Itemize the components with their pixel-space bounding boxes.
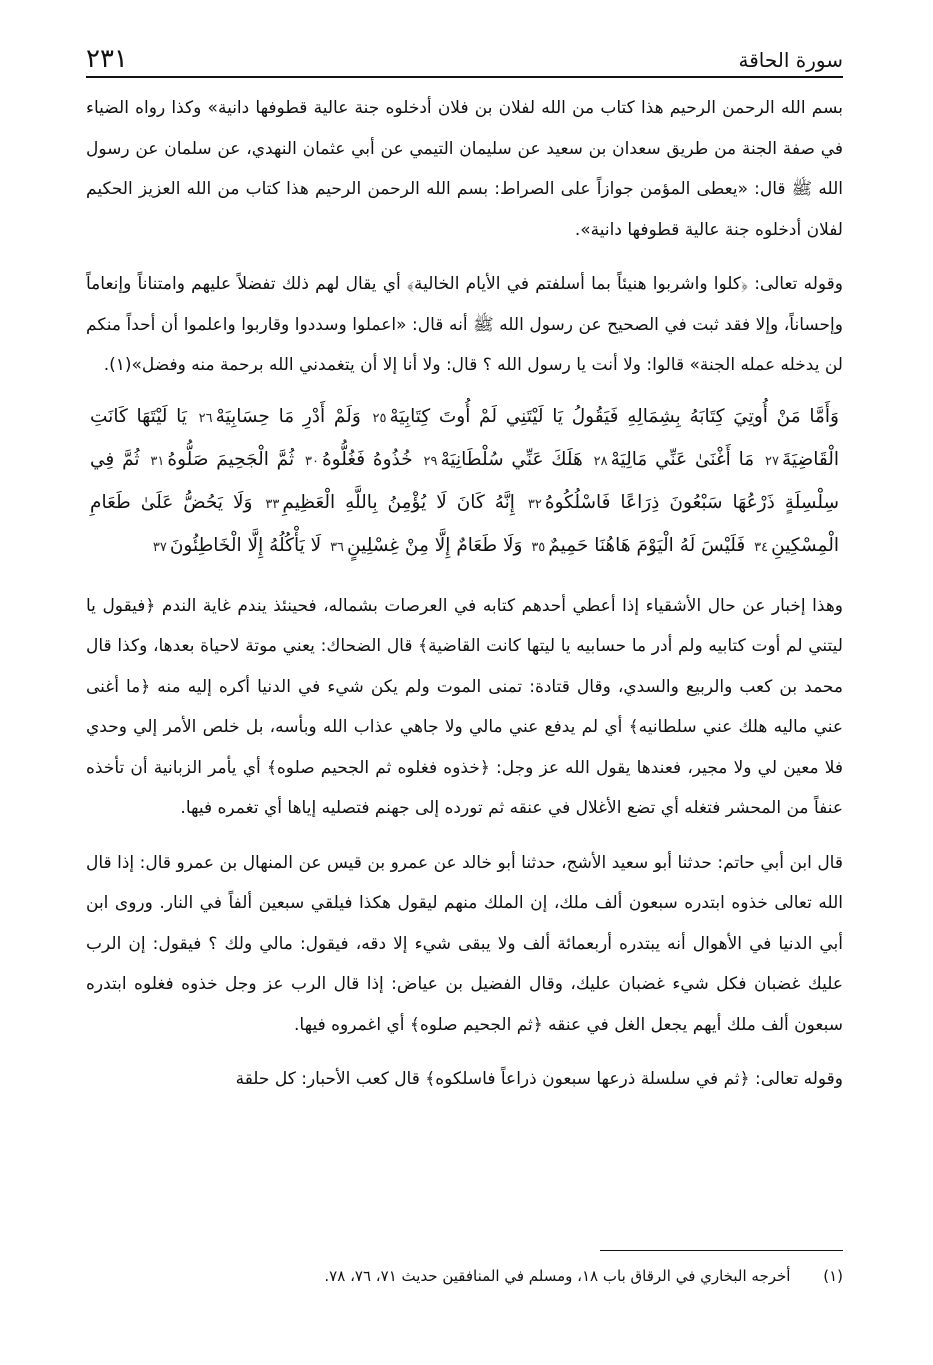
text-line: الرحمن الرحيم هذا كتاب من الله العزيز الحكيم لفلان أدخلوه جنة عالية قطوفها دانية». (86, 179, 843, 240)
text-line: وهذا إخبار عن حال الأشقياء إذا أعطي أحدهم كتابه في العرصات بشماله، فحينئذ يندم (237, 595, 843, 616)
quran-verse (421, 449, 583, 470)
quran-verse (528, 535, 745, 556)
text-line: وقوله تعالى: ﴿ثم في سلسلة ذرعها سبعون ذراعاً فاسلكوه﴾ قال كعب الأحبار: كل حلقة (235, 1069, 843, 1089)
quran-verse (150, 535, 321, 556)
page-number: ٢٣١ (86, 44, 128, 74)
text-line: قال ابن أبي حاتم: حدثنا أبو سعيد الأشج، حدثنا أبو خالد عن عمرو بن قيس عن (298, 852, 843, 873)
quran-verse (196, 406, 361, 427)
verse-text: لَا يَأْكُلُهُ إِلَّا الْخَاطِئُونَ (169, 534, 322, 556)
text-line: وسددوا وقاربوا واعلموا أن أحداً منكم لن يدخله عمله الجنة» قالوا: ولا أنت يا رسول الله ؟ (86, 314, 843, 375)
text-line: وقوله تعالى: ﴿كلوا واشربوا هنيئاً بما أسلفتم في الأيام الخالية﴾ أي يقال لهم ذلك تفضلاً (237, 274, 844, 294)
verse-text: وَأَمَّا مَنْ أُوتِيَ كِتَابَهُ بِشِمَالِهِ فَيَقُولُ يَا لَيْتَنِي لَمْ أُوتَ كِتَابِيَهْ (389, 405, 839, 427)
quran-verses-block (86, 396, 843, 568)
paragraph (86, 264, 843, 386)
verse-text: ثُمَّ فِي سِلْسِلَةٍ ذَرْعُهَا سَبْعُونَ ذِرَاعًا فَاسْلُكُوهُ (90, 448, 839, 513)
footnote-text: أخرجه البخاري في الرقاق باب ١٨، ومسلم في المنافقين حديث ٧١، ٧٦، ٧٨. (324, 1267, 791, 1285)
verse-number: ٣٠ (304, 453, 319, 469)
verse-text: يَا لَيْتَهَا كَانَتِ الْقَاضِيَةَ (90, 405, 839, 470)
page-body (86, 88, 843, 1100)
text-block-before (86, 88, 843, 386)
verse-text: ثُمَّ الْجَحِيمَ صَلُّوهُ (167, 448, 295, 470)
text-line: فيها. (180, 798, 213, 818)
quran-verse (262, 492, 515, 513)
page-header (86, 40, 843, 78)
verse-number: ٣٢ (527, 496, 542, 512)
verse-text: هَلَكَ عَنِّي سُلْطَانِيَهْ (440, 448, 583, 470)
text-line: تمنى الموت ولم يكن شيء في الدنيا أكره إليه منه ﴿ما أغنى عني ماليه هلك عني سلطانيه﴾ أي (86, 676, 844, 737)
verse-number: ٢٨ (593, 453, 608, 469)
text-line: رواه الضياء في صفة الجنة من طريق سعدان بن سعيد عن سليمان التيمي عن أبي عثمان (86, 98, 843, 159)
verse-number: ٣٣ (265, 496, 280, 512)
verse-number: ٣٤ (754, 539, 769, 555)
verse-number: ٣٥ (531, 539, 546, 555)
verse-number: ٢٥ (372, 410, 387, 426)
text-line: غضبان عليك، وقال الفضيل بن عياض: إذا قال الرب عز وجل خذوه فغلوه ابتدره سبعون (86, 974, 843, 1035)
text-block-after (86, 586, 843, 1100)
paragraph (86, 88, 843, 250)
verse-number: ٢٦ (198, 410, 213, 426)
text-line: المنهال بن عمرو قال: إذا قال الله تعالى خذوه ابتدره سبعون ألف ملك، إن الملك منهم ليقول (86, 852, 844, 913)
text-line: عليهم وامتناناً وإنعاماً وإحساناً، وإلا فقد ثبت في الصحيح عن رسول الله ﷺ أنه قال: «اعملوا (86, 274, 843, 335)
text-line: الضحاك: يعني موتة لاحياة بعدها، وكذا قال محمد بن كعب والربيع والسدي، وقال قتادة: (86, 636, 843, 697)
verse-number: ٢٩ (423, 453, 438, 469)
footnote (86, 1262, 843, 1290)
verse-text: مَا أَغْنَىٰ عَنِّي مَالِيَهْ (610, 448, 755, 470)
verse-text: إِنَّهُ كَانَ لَا يُؤْمِنُ بِاللَّهِ الْعَظِيمِ (282, 491, 515, 513)
verse-text: وَلَا يَحُضُّ عَلَىٰ طَعَامِ الْمِسْكِينِ (90, 491, 839, 556)
paragraph (86, 1059, 843, 1100)
verse-text: خُذُوهُ فَغُلُّوهُ (321, 448, 413, 470)
verse-number: ٣٧ (152, 539, 167, 555)
text-line: النهدي، عن سلمان عن رسول الله ﷺ قال: «يعطى المؤمن جوازاً على الصراط: بسم الله (86, 138, 844, 199)
text-line: ولا يبقى شيء إلا دقه، فيقول: مالي ولك ؟ فيقول: إن الرب عليك غضبان فكل شيء (86, 933, 844, 994)
paragraph (86, 843, 843, 1046)
paragraph (86, 586, 843, 829)
text-line: ألف ملك أيهم يجعل الغل في عنقه ﴿ثم الجحيم صلوه﴾ أي اغمروه فيها. (294, 1014, 789, 1035)
text-line: مجير، فعندها يقول الله عز وجل: ﴿خذوه فغلوه ثم الجحيم صلوه﴾ أي يأمر الزبانية أن تأخذه (86, 757, 728, 778)
quran-verse (591, 449, 755, 470)
quran-verse (302, 449, 413, 470)
quran-verse (327, 535, 522, 556)
quran-verse (147, 449, 294, 470)
text-line: عنفاً من المحشر فتغله أي تضع الأغلال في عنقه ثم تورده إلى جهنم فتصليه إياها أي تغمره (217, 798, 843, 818)
text-line: قال: ولا أنا إلا أن يتغمدني الله برحمة منه وفضل»(١). (103, 355, 478, 375)
verse-text: وَلَمْ أَدْرِ مَا حِسَابِيَهْ (215, 405, 361, 427)
verse-text: وَلَا طَعَامٌ إِلَّا مِنْ غِسْلِينٍ (347, 534, 523, 556)
verse-number: ٣١ (150, 453, 165, 469)
text-line: هكذا فيلقي سبعين ألفاً في النار. وروى ابن أبي الدنيا في الأهوال أنه يبتدره أربعمائة ألف (86, 893, 843, 954)
surah-title: سورة الحاقة (738, 48, 843, 72)
quran-verse (369, 406, 839, 427)
footnote-divider (600, 1250, 843, 1251)
verse-number: ٣٦ (330, 539, 345, 555)
verse-number: ٢٧ (765, 453, 779, 469)
text-line: غاية الندم ﴿فيقول يا ليتني لم أوت كتابيه ولم أدر ما حسابيه يا ليتها كانت القاضية﴾ قال (86, 595, 843, 656)
footnote-number: (١) (823, 1267, 843, 1285)
text-line: بسم الله الرحمن الرحيم هذا كتاب من الله لفلان بن فلان أدخلوه جنة عالية قطوفها دانية» وكذا (171, 98, 843, 118)
verse-text: فَلَيْسَ لَهُ الْيَوْمَ هَاهُنَا حَمِيمٌ (548, 534, 746, 556)
text-line: لم يدفع عني مالي ولا جاهي عذاب الله وبأسه، بل خلص الأمر إلي وحدي فلا معين لي ولا (86, 717, 844, 778)
